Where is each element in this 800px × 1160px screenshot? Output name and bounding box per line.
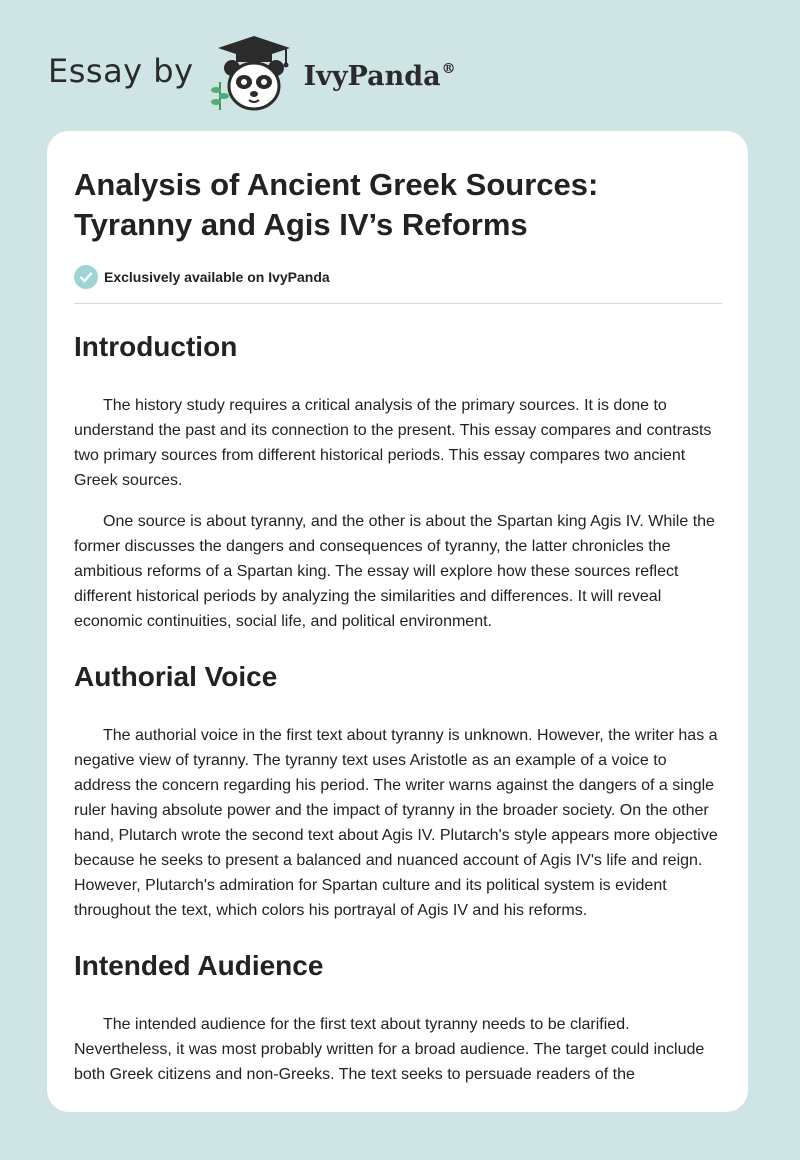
divider (74, 303, 722, 304)
title-line-2: Tyranny and Agis IV’s Reforms (74, 207, 528, 242)
panda-graduation-cap-icon (206, 34, 300, 114)
badge-label: Exclusively available on IvyPanda (104, 269, 330, 285)
brand-prefix: Essay by (48, 52, 194, 90)
section-heading: Intended Audience (74, 950, 324, 981)
title-line-1: Analysis of Ancient Greek Sources: (74, 167, 599, 202)
essay-card (47, 131, 748, 1112)
paragraph: One source is about tyranny, and the other is about the Spartan king Agis IV. While the former discusses the dangers and consequences of tyranny, the latter chronicles the ambitious reforms of a Spartan king. The essay will explore how these sources reflect different historical periods by analyzing the similarities and differences. It will reveal economic continuities, social life, and political environment. (74, 513, 715, 630)
page-title (74, 165, 722, 245)
exclusive-badge (74, 265, 722, 289)
paragraph: The intended audience for the first text about tyranny needs to be clarified. Nevertheless, it was most probably written for a broad audience. The target could include both Greek citizens and non-Greeks. The text seeks to persuade readers of the (74, 1016, 705, 1083)
section-intended-audience (74, 949, 722, 1087)
brand-header[interactable] (48, 34, 456, 114)
paragraph: The authorial voice in the first text about tyranny is unknown. However, the writer has a negative view of tyranny. The tyranny text uses Aristotle as an example of a voice to address the concern regarding his period. The writer warns against the dangers of a single ruler having absolute power and the impact of tyranny in the broader society. On the other hand, Plutarch wrote the second text about Agis IV. Plutarch's style appears more objective because he seeks to present a balanced and nuanced account of Agis IV's life and reign. However, Plutarch's admiration for Spartan culture and its political system is evident throughout the text, which colors his portrayal of Agis IV and his reforms. (74, 727, 718, 919)
brand-name: IvyPanda® (303, 60, 456, 92)
paragraph: The history study requires a critical analysis of the primary sources. It is done to understand the past and its connection to the present. This essay compares and contrasts two primary sources from different historical periods. This essay compares two ancient Greek sources. (74, 397, 712, 489)
section-heading: Introduction (74, 331, 238, 362)
registered-mark: ® (441, 60, 456, 77)
section-introduction (74, 330, 722, 634)
check-circle-icon (74, 265, 98, 289)
section-authorial-voice (74, 660, 722, 923)
section-heading: Authorial Voice (74, 661, 278, 692)
